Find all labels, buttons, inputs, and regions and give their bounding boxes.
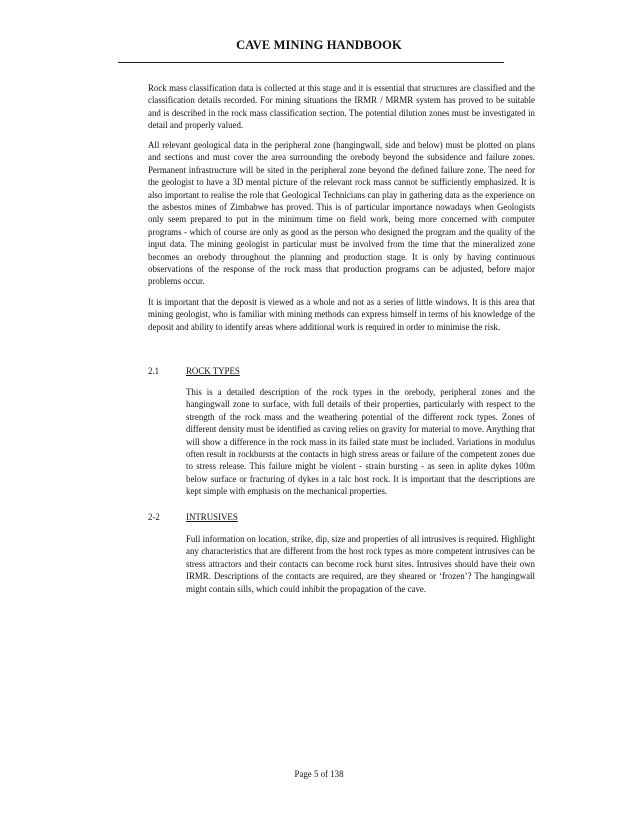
body-paragraph-rock-mass-classification: Rock mass classification data is collected at this stage and it is essential that structures are classified and the classification details recorded. For mining situations the IRMR / MRMR system has proved to be suitable and is described in the rock mass classification section. The potential dilution zones must be investigated in detail and properly valued.: [148, 83, 535, 131]
page-number-footer: Page 5 of 138: [294, 769, 344, 779]
section-body-intrusives: Full information on location, strike, dip, size and properties of all intrusives is required. Highlight any characteristics that are different from the host rock types as more competent intrusives can be stress attractors and their contacts can become rock burst sites. Intrusives should have their own IRMR. Descriptions of the contacts are required, are they sheared or ‘frozen’? The hangingwall might contain sills, which could inhibit the propagation of the cave.: [186, 534, 535, 594]
body-paragraph-deposit-overview: It is important that the deposit is viewed as a whole and not as a series of little windows. It is this area that mining geologist, who is familiar with mining methods can express himself in terms of his knowledge of the deposit and ability to identify areas where additional work is required in order to minimise the risk.: [148, 297, 535, 332]
section-number-intrusives: 2-2: [148, 512, 160, 522]
section-heading-rock-types: ROCK TYPES: [186, 366, 240, 376]
page-header-title: CAVE MINING HANDBOOK: [236, 38, 402, 52]
section-heading-intrusives: INTRUSIVES: [186, 512, 238, 522]
header-divider: [118, 62, 504, 63]
body-paragraph-geological-data: All relevant geological data in the peripheral zone (hangingwall, side and below) must be plotted on plans and sections and must cover the area surrounding the orebody beyond the subsidence and failure zones. Permanent infrastructure will be sited in the peripheral zone beyond the defined failure zone. The need for the geologist to have a 3D mental picture of the relevant rock mass cannot be sufficiently emphasized. It is also important to realise the role that Geological Technicians can play in gathering data as the experience on the asbestos mines of Zimbabwe has proved. This is of particular importance nowadays when Geologists only seem prepared to put in the minimum time on field work, being more concerned with computer programs - which of course are only as good as the person who designed the program and the quality of the input data. The mining geologist in particular must be involved from the time that the mineralized zone becomes an orebody throughout the planning and production stage. It is only by having continuous observations of the response of the rock mass that production programs can be adjusted, before major problems occur.: [148, 140, 535, 287]
section-number-rock-types: 2.1: [148, 366, 160, 376]
section-body-rock-types: This is a detailed description of the rock types in the orebody, peripheral zones and the hangingwall zone to surface, with full details of their properties, particularly with respect to the strength of the rock mass and the weathering potential of the different rock types. Zones of different density must be identified as caving relies on gravity for material to move. Anything that will show a difference in the rock mass in its failed state must be included. Variations in modulus often result in rockbursts at the contacts in high stress areas or failure of the competent zones due to stress release. This failure might be violent - strain bursting - as seen in aplite dykes 100m below surface or fracturing of dykes in a talc host rock. It is important that the descriptions are kept simple with emphasis on the mechanical properties.: [186, 387, 535, 497]
